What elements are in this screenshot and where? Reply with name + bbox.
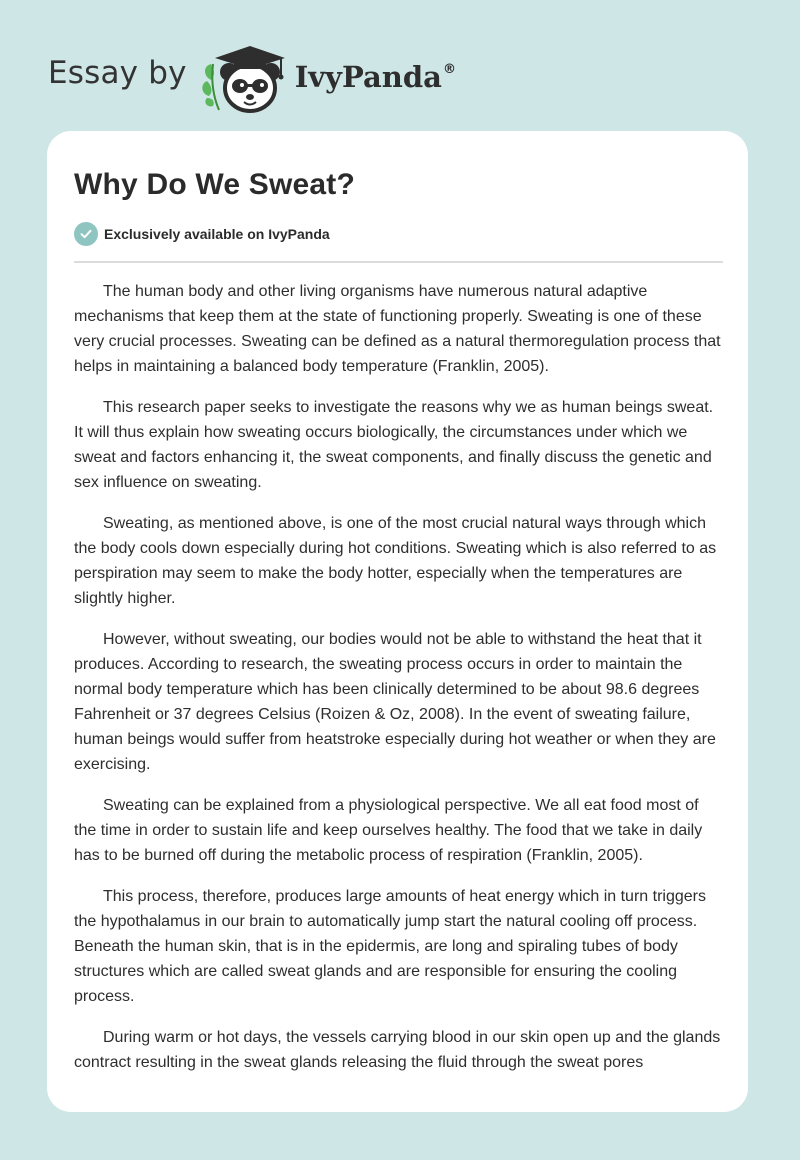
- paragraph: This process, therefore, produces large amounts of heat energy which in turn triggers the hypothalamus in our brain to automatically jump start the natural cooling off process. Beneath the human skin, that is in the epidermis, are long and spiraling tubes of body structures which are called sweat glands and are responsible for ensuring the cooling process.: [74, 888, 706, 1005]
- brand-name[interactable]: [295, 60, 456, 94]
- exclusive-badge-label: Exclusively available on IvyPanda: [104, 226, 330, 242]
- essay-body: [74, 279, 724, 1091]
- paragraph: The human body and other living organisms have numerous natural adaptive mechanisms that keep them at the state of functioning properly. Sweating is one of these very crucial processes. Sweating can be defined as a natural thermoregulation process that helps in maintaining a balanced body temperature (Franklin, 2005).: [74, 283, 721, 375]
- trademark-symbol: ®: [442, 62, 456, 77]
- panda-graduate-icon[interactable]: [201, 36, 293, 116]
- paragraph: Sweating can be explained from a physiological perspective. We all eat food most of the time in order to sustain life and keep ourselves healthy. The food that we take in daily has to be burned off during the metabolic process of respiration (Franklin, 2005).: [74, 797, 703, 864]
- paragraph: However, without sweating, our bodies would not be able to withstand the heat that it produces. According to research, the sweating process occurs in order to maintain the normal body temperature which has been clinically determined to be about 98.6 degrees Fahrenheit or 37 degrees Celsius (Roizen & Oz, 2008). In the event of sweating failure, human beings would suffer from heatstroke especially during hot weather or when they are exercising.: [74, 631, 716, 773]
- paragraph: During warm or hot days, the vessels carrying blood in our skin open up and the glands contract resulting in the sweat glands releasing the fluid through the sweat pores: [74, 1029, 721, 1071]
- paragraph: Sweating, as mentioned above, is one of the most crucial natural ways through which the body cools down especially during hot conditions. Sweating which is also referred to as perspiration may seem to make the body hotter, especially when the temperatures are slightly higher.: [74, 515, 717, 607]
- divider: [74, 261, 723, 263]
- essay-card: [47, 131, 748, 1112]
- page-title: Why Do We Sweat?: [74, 168, 356, 201]
- exclusive-badge: [74, 222, 330, 246]
- check-circle-icon: [74, 222, 98, 246]
- brand-name-text: IvyPanda: [294, 60, 442, 94]
- paragraph: This research paper seeks to investigate the reasons why we as human beings sweat. It will thus explain how sweating occurs biologically, the circumstances under which we sweat and factors enhancing it, the sweat components, and finally discuss the genetic and sex influence on sweating.: [74, 399, 714, 491]
- essay-by-label: Essay by: [48, 55, 187, 91]
- site-header: [48, 36, 508, 116]
